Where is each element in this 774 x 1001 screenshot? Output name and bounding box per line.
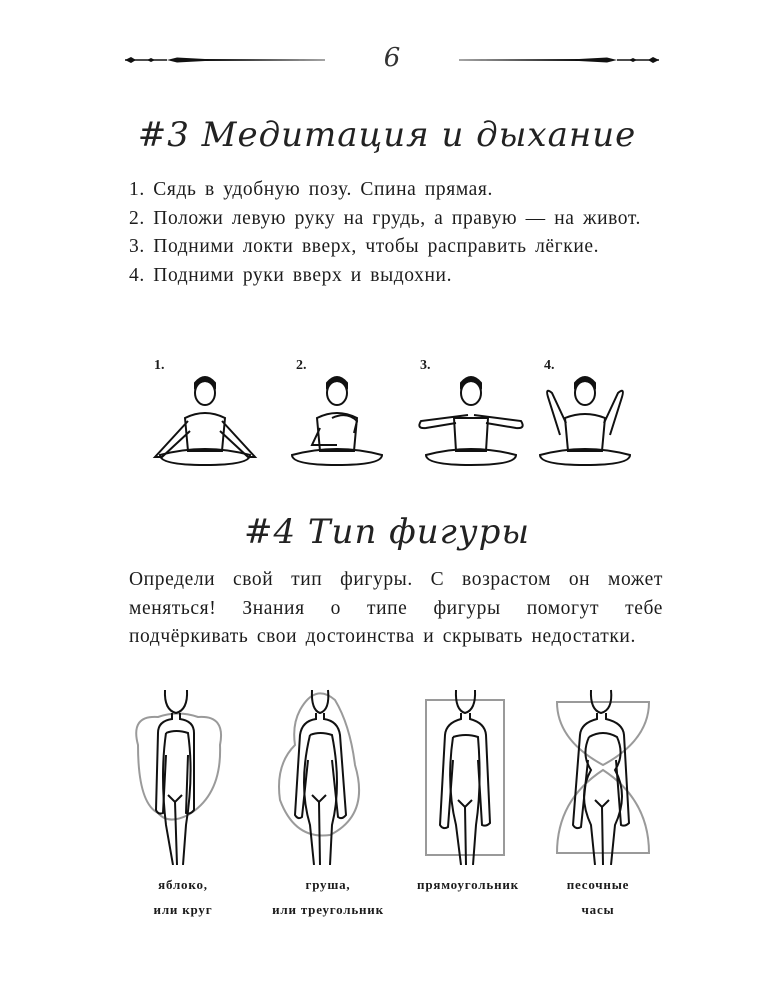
rectangle-body-shape-icon	[418, 685, 518, 865]
label-line2: часы	[581, 902, 615, 917]
pose-2	[282, 355, 412, 470]
section4-intro: Определи свой тип фигуры. С возрастом он может меняться! Знания о типе фигуры помогут тебе подчёркивать свои достоинства и скрывать недостатки.	[129, 569, 663, 647]
pose-number: 1.	[154, 358, 165, 373]
label-line2: или круг	[153, 902, 213, 917]
pose-number: 4.	[544, 358, 555, 373]
page-number: 6	[383, 43, 401, 73]
hourglass-body-shape-icon	[553, 685, 653, 865]
pear-label	[262, 872, 394, 922]
right-ornament-icon	[459, 54, 659, 66]
apple-label	[128, 872, 238, 922]
pose-1	[140, 355, 270, 470]
section3-title: #3 Медитация и дыхание	[137, 115, 637, 155]
label-line1: песочные	[566, 877, 630, 892]
step-2: 2. Положи левую руку на грудь, а правую — на живот.	[129, 207, 642, 229]
meditation-pose-4-icon	[530, 373, 660, 468]
page-header	[125, 45, 659, 75]
label-line1: прямоугольник	[417, 877, 519, 892]
section4-title: #4 Тип фигуры	[243, 512, 531, 552]
label-line1: яблоко,	[158, 877, 208, 892]
section3-steps	[129, 176, 663, 290]
meditation-pose-2-icon	[282, 373, 412, 468]
pear-body-shape-icon	[270, 685, 370, 865]
hourglass-label	[548, 872, 648, 922]
label-line1: груша,	[305, 877, 351, 892]
step-3: 3. Подними локти вверх, чтобы расправить лёгкие.	[129, 236, 600, 257]
pose-4	[530, 355, 660, 470]
pose-number: 2.	[296, 358, 307, 373]
rectangle-label	[402, 872, 534, 897]
meditation-pose-1-icon	[140, 373, 270, 468]
label-line2: или треугольник	[272, 902, 384, 917]
meditation-pose-3-icon	[406, 373, 536, 468]
apple-body-shape-icon	[128, 685, 228, 865]
pose-number: 3.	[420, 358, 431, 373]
pose-3	[406, 355, 536, 470]
step-1: 1. Сядь в удобную позу. Спина прямая.	[129, 179, 493, 200]
step-4: 4. Подними руки вверх и выдохни.	[129, 264, 453, 286]
